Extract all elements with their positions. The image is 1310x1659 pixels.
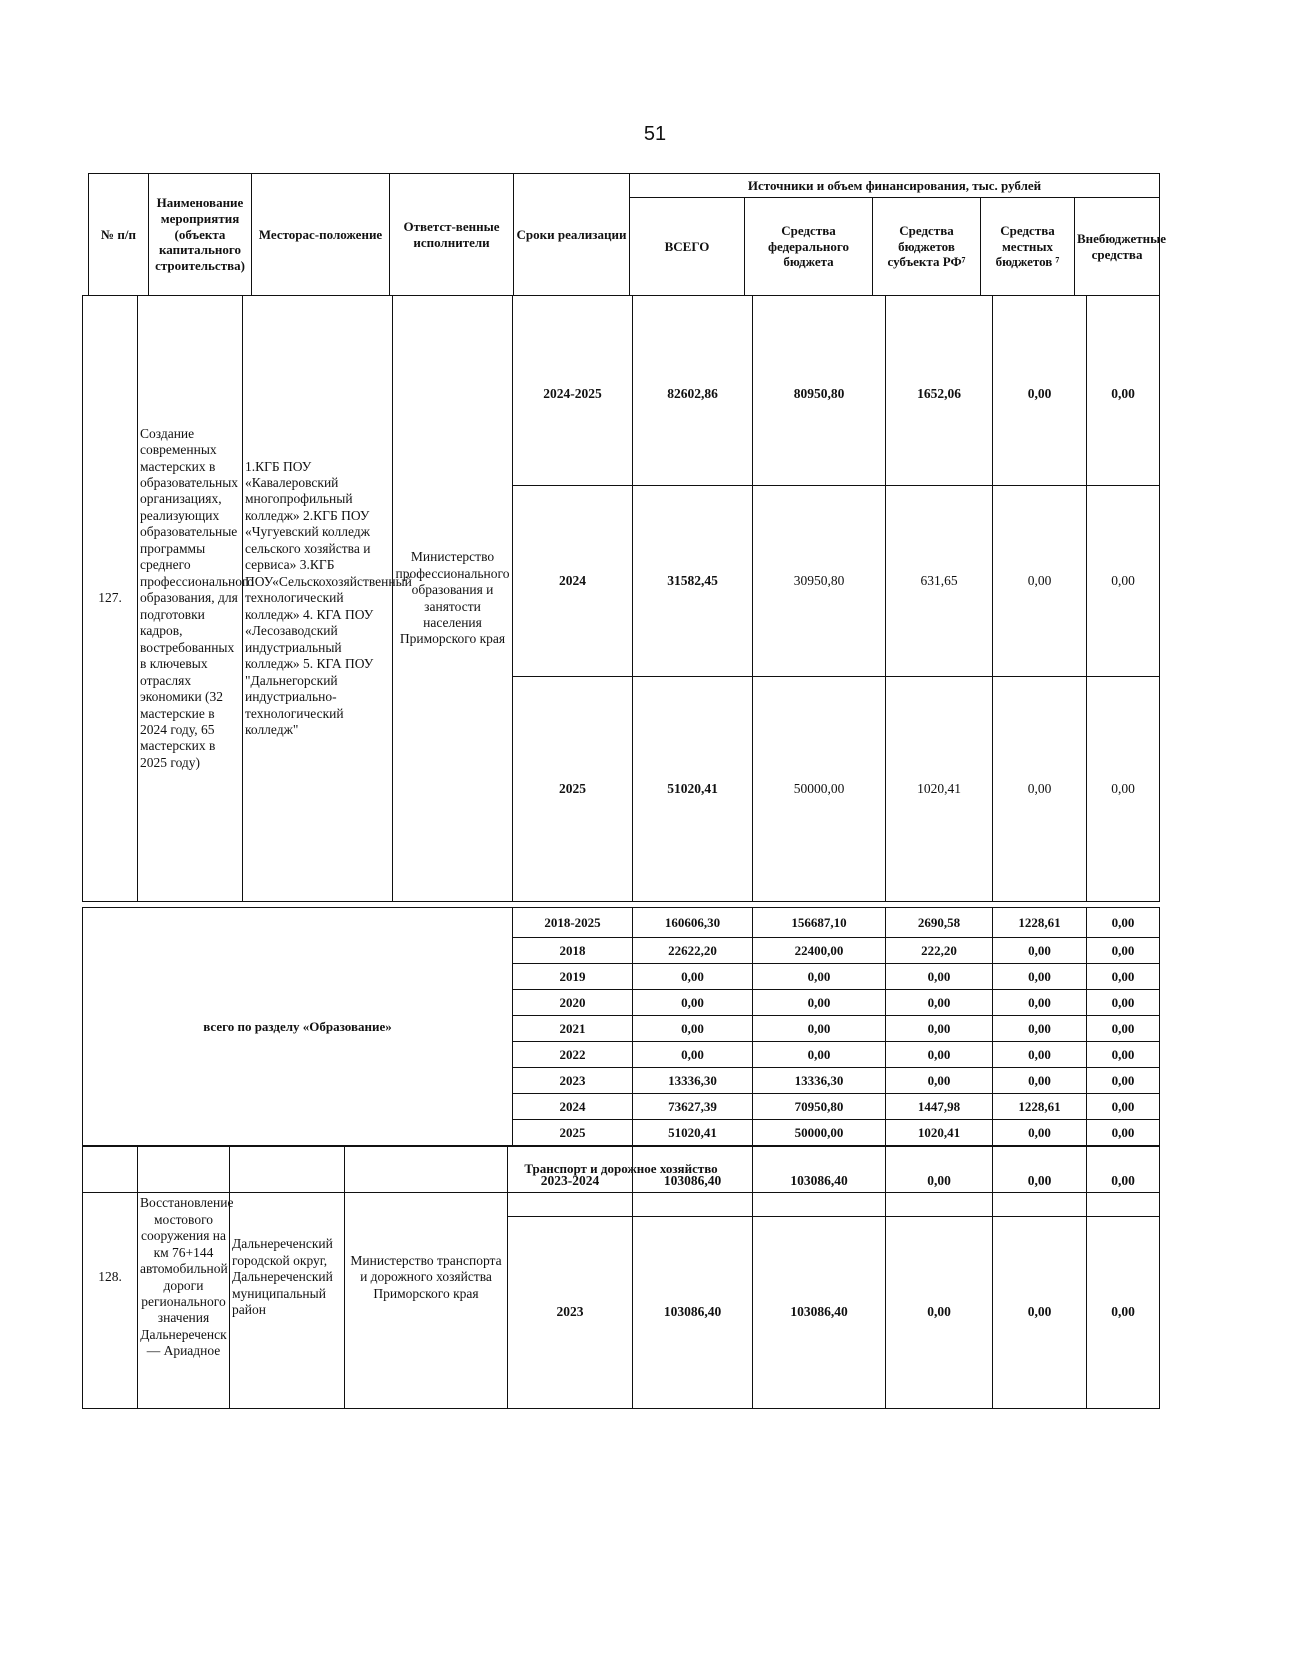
item-number: 128. — [83, 1147, 138, 1409]
header-table — [88, 173, 1167, 296]
subject-cell: 2690,58 — [886, 908, 993, 938]
local-cell: 0,00 — [993, 938, 1087, 964]
extra-cell: 0,00 — [1087, 1120, 1160, 1146]
local-cell: 0,00 — [993, 1016, 1087, 1042]
subject-cell: 1020,41 — [886, 677, 993, 902]
item-executor: Министерство профессионального образования и занятости населения Приморского края — [393, 296, 513, 902]
header-num: № п/п — [89, 174, 149, 296]
item-name: Восстановление мостового сооружения на км 76+144 автомобильной дороги регионального значения Дальнереченск — Ариадное — [138, 1147, 230, 1409]
table-row — [83, 296, 1160, 486]
extra-cell: 0,00 — [1087, 1042, 1160, 1068]
header-location: Месторас-положение — [252, 174, 390, 296]
federal-cell: 0,00 — [753, 990, 886, 1016]
federal-cell: 103086,40 — [753, 1147, 886, 1217]
federal-cell: 70950,80 — [753, 1094, 886, 1120]
subject-cell: 1020,41 — [886, 1120, 993, 1146]
extra-cell: 0,00 — [1087, 1068, 1160, 1094]
term-cell: 2024 — [513, 486, 633, 677]
term-cell: 2023 — [513, 1068, 633, 1094]
subject-cell: 0,00 — [886, 964, 993, 990]
term-cell: 2025 — [513, 1120, 633, 1146]
total-cell: 103086,40 — [633, 1217, 753, 1409]
item-location: Дальнереченский городской округ, Дальнереченский муниципальный район — [230, 1147, 345, 1409]
header-extra: Внебюджетные средства — [1075, 198, 1160, 296]
subject-cell: 0,00 — [886, 1016, 993, 1042]
federal-cell: 22400,00 — [753, 938, 886, 964]
local-cell: 0,00 — [993, 1068, 1087, 1094]
header-name: Наименование мероприятия (объекта капитального строительства) — [149, 174, 252, 296]
total-cell: 0,00 — [633, 964, 753, 990]
header-funding: Источники и объем финансирования, тыс. рублей — [630, 174, 1160, 198]
subject-cell: 222,20 — [886, 938, 993, 964]
local-cell: 0,00 — [993, 1147, 1087, 1217]
header-total: ВСЕГО — [630, 198, 745, 296]
total-cell: 82602,86 — [633, 296, 753, 486]
federal-cell: 30950,80 — [753, 486, 886, 677]
total-cell: 160606,30 — [633, 908, 753, 938]
extra-cell: 0,00 — [1087, 990, 1160, 1016]
local-cell: 1228,61 — [993, 1094, 1087, 1120]
federal-cell: 50000,00 — [753, 1120, 886, 1146]
extra-cell: 0,00 — [1087, 296, 1160, 486]
subject-cell: 0,00 — [886, 990, 993, 1016]
subject-cell: 1447,98 — [886, 1094, 993, 1120]
extra-cell: 0,00 — [1087, 1147, 1160, 1217]
term-cell: 2019 — [513, 964, 633, 990]
subject-cell: 0,00 — [886, 1042, 993, 1068]
federal-cell: 80950,80 — [753, 296, 886, 486]
section-title: Транспорт и дорожное хозяйство — [83, 1146, 1160, 1193]
term-cell: 2022 — [513, 1042, 633, 1068]
term-cell: 2023-2024 — [508, 1147, 633, 1217]
item-executor: Министерство транспорта и дорожного хозяйства Приморского края — [345, 1147, 508, 1409]
table-row — [83, 908, 1160, 938]
federal-cell: 156687,10 — [753, 908, 886, 938]
local-cell: 0,00 — [993, 296, 1087, 486]
term-cell: 2024-2025 — [513, 296, 633, 486]
table-row — [83, 1147, 1160, 1217]
header-federal: Средства федерального бюджета — [745, 198, 873, 296]
federal-cell: 103086,40 — [753, 1217, 886, 1409]
total-cell: 103086,40 — [633, 1147, 753, 1217]
term-cell: 2018 — [513, 938, 633, 964]
total-cell: 51020,41 — [633, 1120, 753, 1146]
subject-cell: 0,00 — [886, 1217, 993, 1409]
extra-cell: 0,00 — [1087, 908, 1160, 938]
total-cell: 51020,41 — [633, 677, 753, 902]
item-number: 127. — [83, 296, 138, 902]
total-cell: 0,00 — [633, 990, 753, 1016]
local-cell: 0,00 — [993, 1217, 1087, 1409]
federal-cell: 0,00 — [753, 1042, 886, 1068]
term-cell: 2025 — [513, 677, 633, 902]
federal-cell: 13336,30 — [753, 1068, 886, 1094]
local-cell: 0,00 — [993, 486, 1087, 677]
local-cell: 0,00 — [993, 964, 1087, 990]
header-local: Средства местных бюджетов ⁷ — [981, 198, 1075, 296]
local-cell: 0,00 — [993, 990, 1087, 1016]
local-cell: 1228,61 — [993, 908, 1087, 938]
subject-cell: 631,65 — [886, 486, 993, 677]
total-cell: 31582,45 — [633, 486, 753, 677]
subject-cell: 0,00 — [886, 1147, 993, 1217]
total-cell: 13336,30 — [633, 1068, 753, 1094]
extra-cell: 0,00 — [1087, 1094, 1160, 1120]
header-executor: Ответст-венные исполнители — [390, 174, 514, 296]
total-cell: 0,00 — [633, 1016, 753, 1042]
federal-cell: 0,00 — [753, 964, 886, 990]
extra-cell: 0,00 — [1087, 1016, 1160, 1042]
total-cell: 22622,20 — [633, 938, 753, 964]
extra-cell: 0,00 — [1087, 964, 1160, 990]
local-cell: 0,00 — [993, 1042, 1087, 1068]
header-subject: Средства бюджетов субъекта РФ⁷ — [873, 198, 981, 296]
federal-cell: 50000,00 — [753, 677, 886, 902]
subject-cell: 1652,06 — [886, 296, 993, 486]
item-128-table — [82, 1146, 1160, 1409]
extra-cell: 0,00 — [1087, 677, 1160, 902]
term-cell: 2018-2025 — [513, 908, 633, 938]
term-cell: 2024 — [513, 1094, 633, 1120]
page-number: 51 — [643, 123, 667, 145]
local-cell: 0,00 — [993, 677, 1087, 902]
item-127-table — [82, 295, 1160, 902]
total-cell: 0,00 — [633, 1042, 753, 1068]
term-cell: 2021 — [513, 1016, 633, 1042]
extra-cell: 0,00 — [1087, 486, 1160, 677]
federal-cell: 0,00 — [753, 1016, 886, 1042]
total-cell: 73627,39 — [633, 1094, 753, 1120]
item-location: 1.КГБ ПОУ «Кавалеровский многопрофильный колледж» 2.КГБ ПОУ «Чугуевский колледж сельского хозяйства и сервиса» 3.КГБ ПОУ«Сельскохозяйственный технологический колледж» 4. КГА ПОУ «Лесозаводский индустриальный колледж» 5. КГА ПОУ "Дальнегорский индустриально-технологический колледж" — [243, 296, 393, 902]
extra-cell: 0,00 — [1087, 938, 1160, 964]
term-cell: 2020 — [513, 990, 633, 1016]
extra-cell: 0,00 — [1087, 1217, 1160, 1409]
subject-cell: 0,00 — [886, 1068, 993, 1094]
header-terms: Сроки реализации — [514, 174, 630, 296]
item-name: Создание современных мастерских в образовательных организациях, реализующих образовательные программы среднего профессионального образования, для подготовки кадров, востребованных в ключевых отраслях экономики (32 мастерские в 2024 году, 65 мастерских в 2025 году) — [138, 296, 243, 902]
section-total-label: всего по разделу «Образование» — [83, 908, 513, 1146]
local-cell: 0,00 — [993, 1120, 1087, 1146]
term-cell: 2023 — [508, 1217, 633, 1409]
